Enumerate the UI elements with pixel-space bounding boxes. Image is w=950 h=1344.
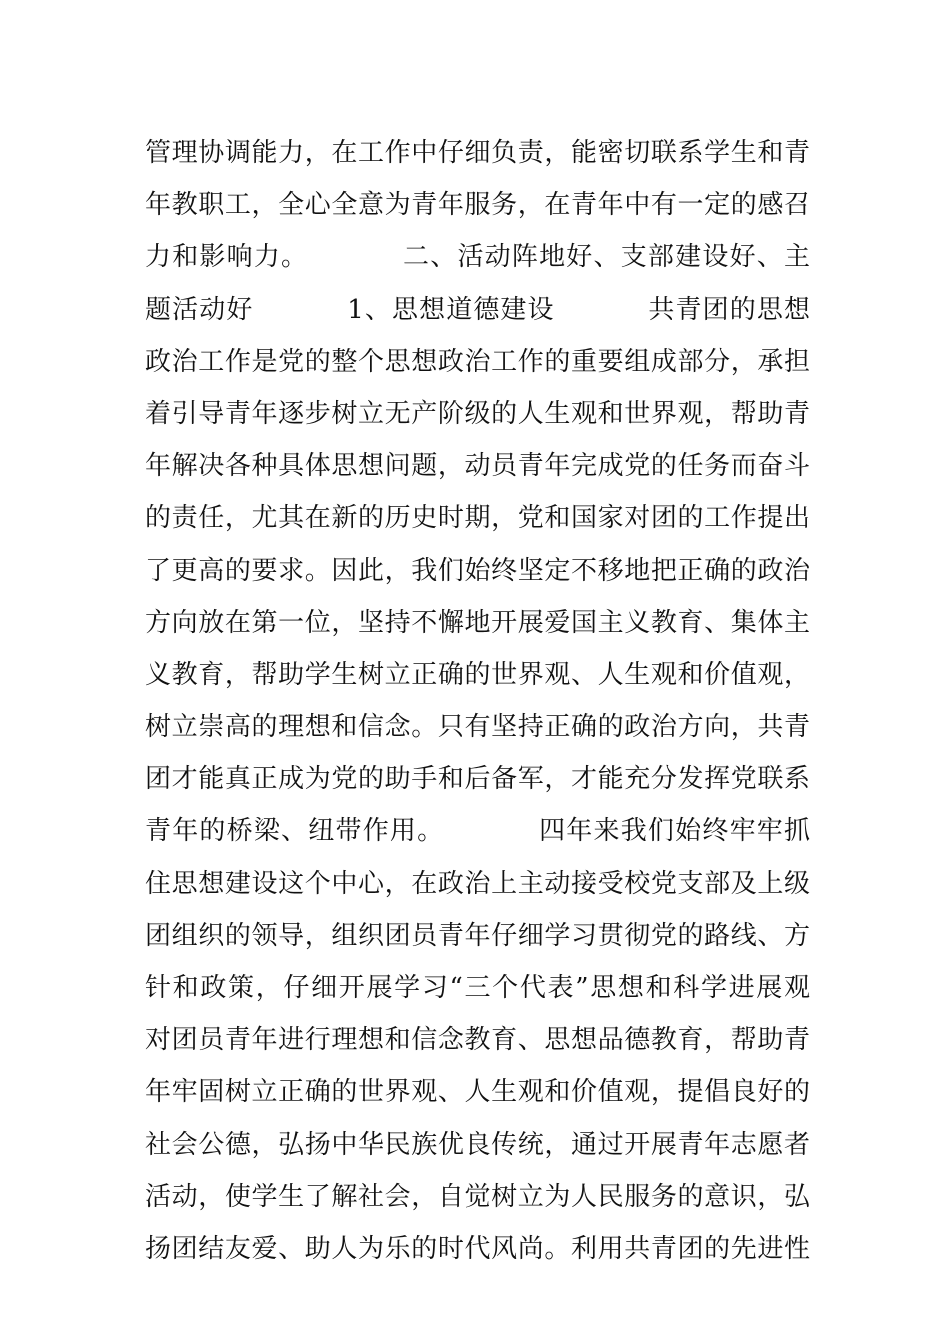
text-line-15: 住思想建设这个中心，在政治上主动接受校党支部及上级: [145, 868, 810, 899]
text-line-3: 力和影响力。 二、活动阵地好、支部建设好、主: [145, 242, 810, 273]
text-line-10: 方向放在第一位，坚持不懈地开展爱国主义教育、集体主: [145, 607, 810, 638]
text-line-14: 青年的桥梁、纽带作用。 四年来我们始终牢牢抓: [145, 816, 810, 847]
text-line-19: 年牢固树立正确的世界观、人生观和价值观，提倡良好的: [145, 1077, 810, 1108]
text-line-18: 对团员青年进行理想和信念教育、思想品德教育，帮助青: [145, 1025, 810, 1056]
text-line-1: 管理协调能力，在工作中仔细负责，能密切联系学生和青: [145, 138, 810, 168]
text-line-6: 着引导青年逐步树立无产阶级的人生观和世界观，帮助青: [145, 398, 810, 429]
body-text: [145, 127, 810, 1275]
text-line-21: 活动，使学生了解社会，自觉树立为人民服务的意识，弘: [145, 1181, 810, 1212]
text-line-9: 了更高的要求。因此，我们始终坚定不移地把正确的政治: [145, 555, 810, 586]
text-line-2: 年教职工，全心全意为青年服务，在青年中有一定的感召: [145, 190, 810, 221]
text-line-5: 政治工作是党的整个思想政治工作的重要组成部分，承担: [145, 346, 810, 377]
text-line-13: 团才能真正成为党的助手和后备军，才能充分发挥党联系: [145, 764, 810, 795]
text-line-20: 社会公德，弘扬中华民族优良传统，通过开展青年志愿者: [145, 1129, 810, 1160]
text-line-22: 扬团结友爱、助人为乐的时代风尚。利用共青团的先进性: [145, 1233, 810, 1264]
text-line-12: 树立崇高的理想和信念。只有坚持正确的政治方向，共青: [145, 712, 810, 743]
text-line-7: 年解决各种具体思想问题，动员青年完成党的任务而奋斗: [145, 451, 810, 482]
text-line-8: 的责任，尤其在新的历史时期，党和国家对团的工作提出: [145, 503, 810, 534]
text-line-16: 团组织的领导，组织团员青年仔细学习贯彻党的路线、方: [145, 920, 810, 951]
text-line-11: 义教育，帮助学生树立正确的世界观、人生观和价值观，: [145, 659, 810, 690]
text-line-4: 题活动好 1、思想道德建设 共青团的思想: [145, 294, 810, 325]
text-line-17: 针和政策，仔细开展学习“三个代表”思想和科学进展观: [145, 973, 810, 1003]
